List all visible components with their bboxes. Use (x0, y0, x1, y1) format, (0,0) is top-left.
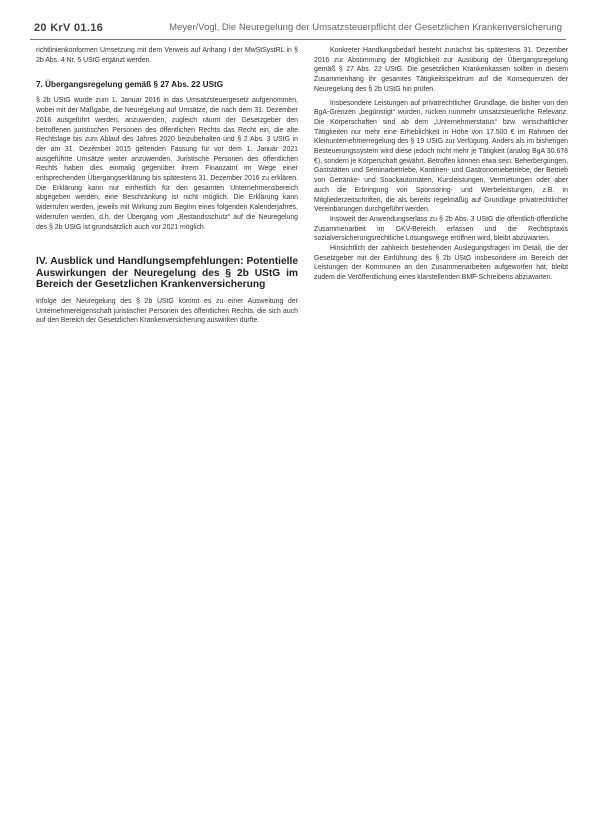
running-title: Meyer/Vogl, Die Neuregelung der Umsatzsteuerpflicht der Gesetzlichen Krankenversicherung (169, 22, 562, 33)
paragraph: Insbesondere Leistungen auf privatrechtlicher Grundlage, die bisher von den BgA-Grenzen „begünstigt“ wurden, rücken nunmehr umsatzsteuerliche Relevanz. Die Körperschaften sind ab dem „Unternehmerstatus“ bzw. wirtschaftlicher Tätigkeiten nur mehr eine Erheblichkeit in Höhe von 17.500 € im Rahmen der Kleinunternehmerregelung des § 19 UStG zur Verfügung. Anders als im bisherigen Besteuerungssystem wird diese jedoch nicht mehr je Tätigkeit (analog BgA 30.678 €), sondern je Körperschaft gewährt. Betroffen können etwa sein: Beherbergungen, Gaststätten und Seminarbetriebe, Kantinen- und Gastronomiebetriebe, der Betrieb von Getränke- und Snackautomaten, Kursleistungen, Vermietungen oder aber auch die Erbringung von Sponsoring- und Werbeleistungen, z.B. in Mitgliederzeitschriften, die als bereits regelmäßig auf Grundlage privatrechtlicher Vereinbarungen durchgeführt werden. (314, 99, 568, 214)
paragraph: Konkreter Handlungsbedarf besteht zunächst bis spätestens 31. Dezember 2016 zur Abstimmung der Möglichkeit zur Ausübung der Übergangsregelung gemäß § 27 Abs. 22 UStG. Die gesetzlichen Krankenkassen sollten in diesem Zusammenhang ihr gesamtes Tätigkeitsspektrum auf die Konsequenzen der Neuregelung des § 2b UStG hin prüfen. (314, 47, 568, 93)
right-column (314, 46, 568, 283)
section-heading-7: 7. Übergangsregelung gemäß § 27 Abs. 22 UStG (36, 80, 224, 90)
header-divider (30, 39, 566, 40)
paragraph: § 2b UStG wurde zum 1. Januar 2016 in das Umsatzsteuergesetz aufgenommen, wobei mit der Maßgabe, die Neuregelung auf Umsätze, die nach dem 31. Dezember 2016 ausgeführt werden, anzuwenden, zugleich räumt der Gesetzgeber den betroffenen juristischen Personen des öffentlichen Rechts das Recht ein, die alte Rechtslage bis zum Ablauf des Jahres 2020 beizubehalten und § 2 Abs. 3 UStG in der am 31. Dezember 2015 geltenden Fassung für vor dem 1. Januar 2021 ausgeführte Umsätze weiter anzuwenden. Juristische Personen des öffentlichen Rechts haben dies einmalig gegenüber ihrem Finanzamt im Wege einer entsprechenden Übergangserklärung bis spätestens 31. Dezember 2016 zu erklären. Die Erklärung kann nur einheitlich für den gesamten Unternehmensbereich abgegeben werden, eine Beschränkung ist nicht möglich. Die Erklärung kann widerrufen werden, jeweils mit Wirkung zum Beginn eines folgenden Kalenderjahres, widerrufen werden, d.h. der Übergang vom „Bestandsschutz“ auf die Neuregelung des § 2b UStG ist grundsätzlich auch vor 2021 möglich. (36, 97, 298, 231)
left-column (36, 46, 298, 326)
paragraph: Hinsichtlich der zahlreich bestehenden Auslegungsfragen im Detail, die der Gesetzgeber mit der Einführung des § 2b UStG insbesondere im Bereich der Leistungen der Kommunen an den Zusammenarbeiten aufgeworfen hat, bleibt zudem die Veröffentlichung eines klarstellenden BMF-Schreibens abzuwarten. (314, 245, 568, 282)
page-number-journal: 20 KrV 01.16 (34, 22, 104, 34)
section-heading-iv: IV. Ausblick und Handlungsempfehlungen: Potentielle Auswirkungen der Neuregelung des § 2b UStG im Bereich der Gesetzlichen Krankenversicherung (36, 256, 298, 291)
paragraph: Infolge der Neuregelung des § 2b UStG kommt es zu einer Ausweitung der Unternehmereigenschaft juristischer Personen des öffentlichen Rechts, die sich auch auf den Bereich der Gesetzlichen Krankenversicherung auswirken dürfte. (36, 298, 298, 325)
paragraph: Insoweit der Anwendungserlass zu § 2b Abs. 3 UStG die öffentlich-öffentliche Zusammenarbeit im GKV-Bereich erfassen und die Rechtspraxis sozialversicherungsrechtliche Lösungswege eröffnen wird, bleibt abzuwarten. (314, 215, 568, 243)
paragraph: richtlinienkonformen Umsetzung mit dem Verweis auf Anhang I der MwStSystRL in § 2b Abs. 4 Nr. 5 UStG ergänzt werden. (36, 47, 298, 64)
